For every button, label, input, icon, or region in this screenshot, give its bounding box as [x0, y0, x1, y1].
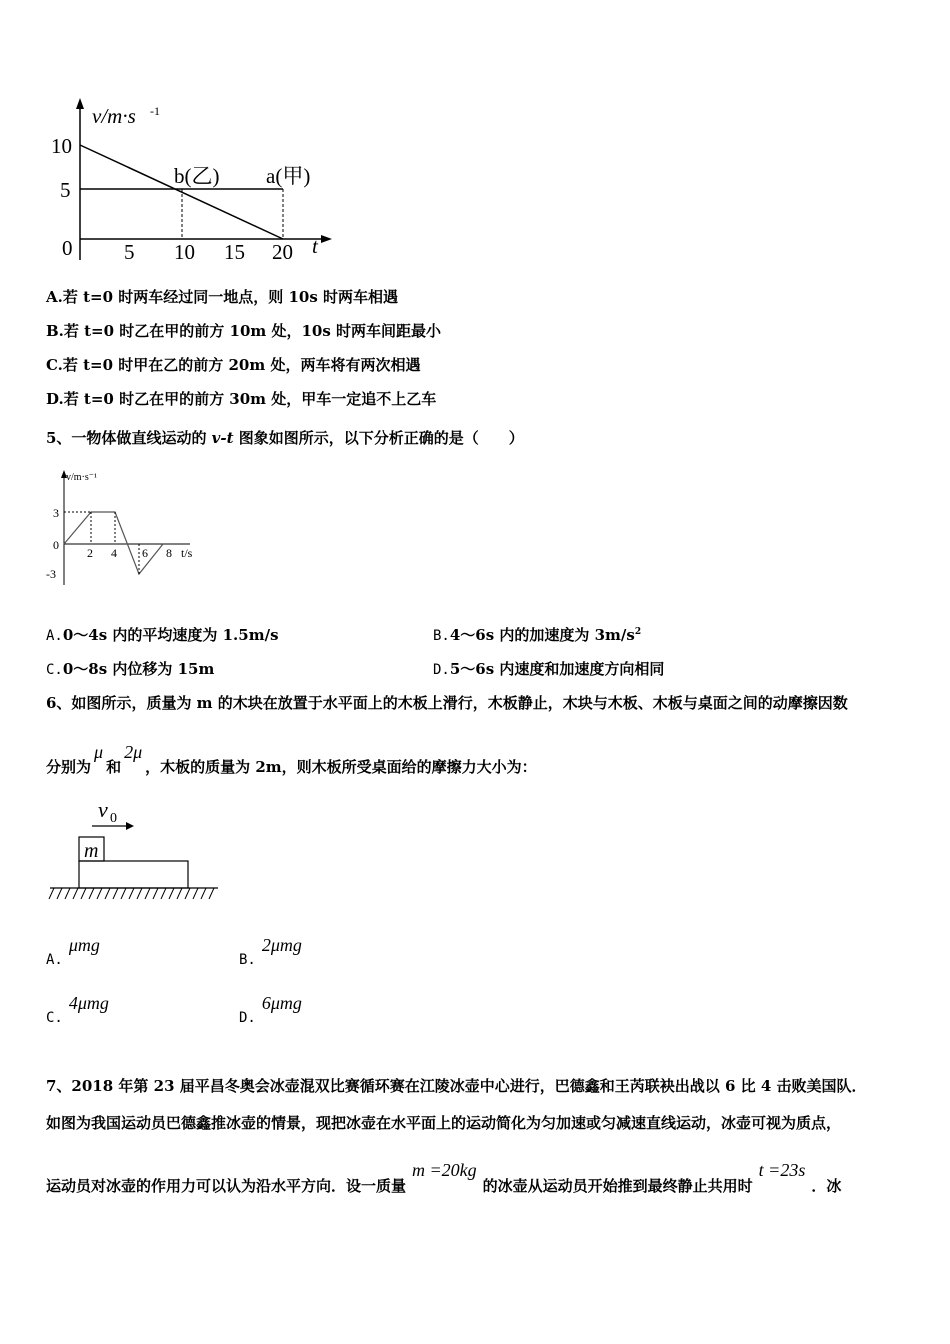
q5-option-c: [46, 658, 214, 679]
q5-y-axis-label: v/m·s⁻¹: [66, 472, 98, 483]
q5-x-tick-8: 8: [166, 546, 172, 560]
q6-velocity-arrowhead: [126, 822, 134, 830]
q7-line3-b: 的冰壶从运动员开始推到最终静止共用时: [482, 1177, 753, 1195]
vt-graph-two-cars: [40, 95, 340, 270]
q6-stem-line2-c: ，木板的质量为 2m，则木板所受桌面给的摩擦力大小为：: [145, 758, 537, 776]
q6-stem-line1: 6、如图所示，质量为 m 的木块在放置于水平面上的木板上滑行，木板静止，木块与木板、木板与桌面之间的动摩擦因数: [46, 694, 848, 712]
q6-option-b-val: 2μmg: [261, 935, 302, 955]
q6-option-b-label: B.: [239, 952, 256, 968]
q6-ground-hatch: [49, 888, 214, 899]
q6-stem-line2-a: 分别为: [46, 758, 92, 776]
q5-option-c-label: C.: [46, 662, 63, 678]
q5-x-tick-4: 4: [111, 546, 117, 560]
q5-x-axis-label: t/s: [181, 546, 193, 560]
x-axis-label: t: [312, 234, 318, 258]
y-axis-arrow: [76, 98, 84, 109]
q6-option-d: [239, 993, 302, 1026]
y-axis-label-sup: -1: [150, 104, 160, 118]
x-tick-5: 5: [124, 240, 135, 264]
q5-option-b: [433, 624, 641, 645]
q6-stem-line2: [46, 742, 537, 782]
q5-option-d-label: D.: [433, 662, 450, 678]
q7-mass-eq: m =20kg: [412, 1160, 477, 1180]
q6-velocity-label: v: [98, 797, 108, 822]
q5-vt-graph: [40, 465, 220, 590]
q5-option-a-label: A.: [46, 628, 63, 644]
q5-option-c-text: 0～8s 内位移为 15m: [62, 660, 215, 678]
q6-option-d-label: D.: [239, 1010, 256, 1026]
q7-line3: [46, 1160, 841, 1196]
x-tick-10: 10: [174, 240, 195, 264]
q6-mu2: 2μ: [124, 742, 143, 762]
q7-line3-c: ．冰: [811, 1177, 842, 1195]
q6-mu1: μ: [94, 742, 104, 762]
q5-stem-prefix: 5、一物体做直线运动的: [46, 429, 212, 447]
q5-y-tick-3: 3: [53, 506, 59, 520]
q5-option-a: [46, 624, 279, 645]
q6-option-c: [46, 993, 109, 1026]
q6-option-b: [239, 935, 302, 968]
y-axis-label: v/m·s: [92, 104, 136, 128]
q6-option-c-val: 4μmg: [68, 993, 109, 1013]
q7-line2: 如图为我国运动员巴德鑫推冰壶的情景，现把冰壶在水平面上的运动简化为匀加速或匀减速直线运动，冰壶可视为质点，: [46, 1114, 842, 1132]
q5-x-tick-6: 6: [142, 546, 148, 560]
q5-option-b-label: B.: [433, 628, 450, 644]
y-tick-10: 10: [51, 134, 72, 158]
q4-option-d: D.若 t=0 时乙在甲的前方 30m 处，甲车一定追不上乙车: [46, 390, 437, 408]
q5-option-d-text: 5～6s 内速度和加速度方向相同: [449, 660, 665, 678]
y-tick-5: 5: [60, 178, 71, 202]
q6-velocity-sub: 0: [110, 811, 117, 826]
x-tick-15: 15: [224, 240, 245, 264]
q5-option-d: [433, 658, 664, 679]
q6-option-d-val: 6μmg: [261, 993, 302, 1013]
q6-option-a-val: μmg: [68, 935, 100, 955]
q7-time-eq: t =23s: [758, 1160, 806, 1180]
label-a: a(甲): [266, 164, 311, 188]
origin-label: 0: [62, 236, 73, 260]
x-axis-arrow: [321, 235, 332, 243]
x-tick-20: 20: [272, 240, 293, 264]
q5-y-tick-neg3: -3: [46, 567, 56, 581]
q5-stem-vt: v-t: [211, 429, 234, 447]
q4-option-a: A.若 t=0 时两车经过同一地点，则 10s 时两车相遇: [46, 288, 399, 306]
q7-line3-a: 运动员对冰壶的作用力可以认为沿水平方向．设一质量: [46, 1177, 407, 1195]
q6-block-label: m: [84, 840, 99, 862]
q6-option-c-label: C.: [46, 1010, 63, 1026]
q5-option-a-text: 0～4s 内的平均速度为 1.5m/s: [62, 626, 279, 644]
q5-option-b-sup: 2: [634, 627, 642, 637]
q4-option-b: B.若 t=0 时乙在甲的前方 10m 处，10s 时两车间距最小: [46, 322, 442, 340]
q5-stem: [46, 427, 524, 448]
q5-velocity-line: [64, 512, 163, 574]
q5-option-b-text: 4～6s 内的加速度为 3m/s: [449, 626, 635, 644]
q5-y-tick-0: 0: [53, 538, 59, 552]
q6-block-board-figure: [46, 795, 226, 905]
q7-line1: 7、2018 年第 23 届平昌冬奥会冰壶混双比赛循环赛在江陵冰壶中心进行，巴德鑫和王芮联袂出战以 6 比 4 击败美国队．: [46, 1077, 867, 1095]
q5-stem-suffix: 图象如图所示，以下分析正确的是（ ）: [233, 429, 524, 447]
label-b: b(乙): [174, 164, 220, 188]
q5-x-tick-2: 2: [87, 546, 93, 560]
q6-option-a-label: A.: [46, 952, 63, 968]
q6-board: [79, 861, 188, 888]
q4-option-c: C.若 t=0 时甲在乙的前方 20m 处，两车将有两次相遇: [46, 356, 421, 374]
q6-stem-line2-b: 和: [106, 758, 122, 776]
q6-option-a: [46, 935, 100, 968]
